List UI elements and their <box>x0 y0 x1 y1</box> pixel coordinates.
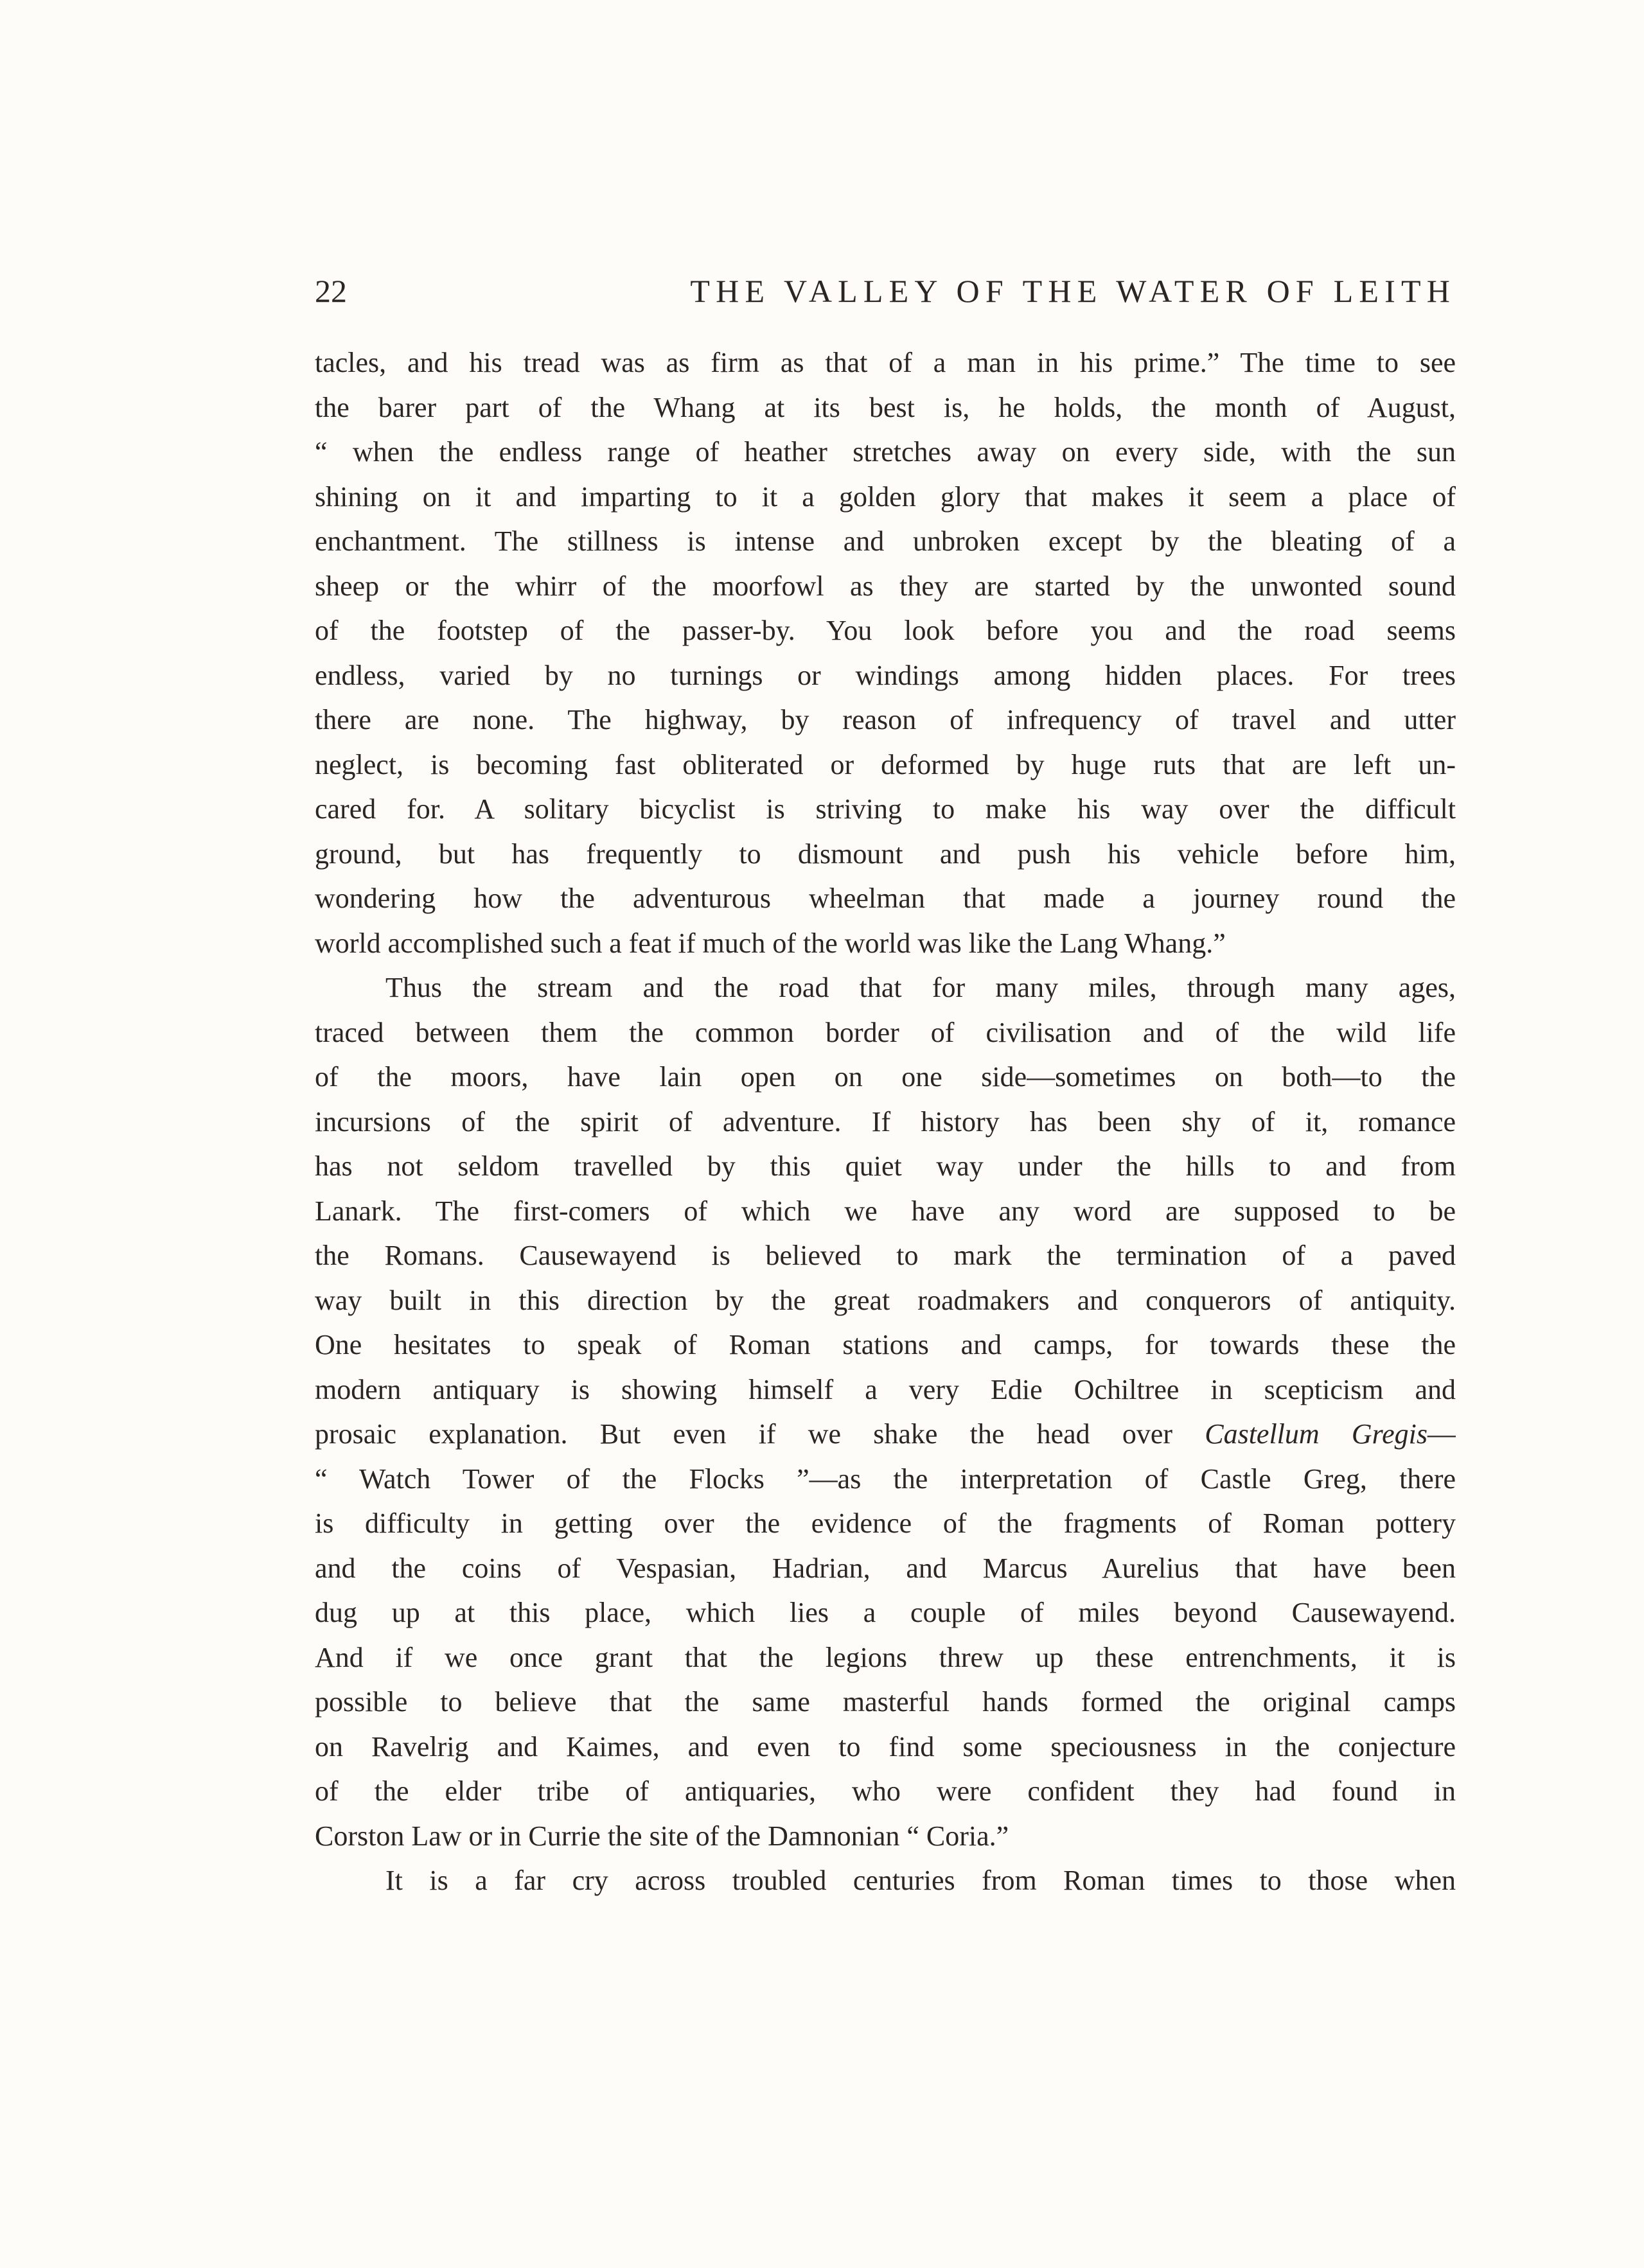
text-line: of the footstep of the passer-by. You look before you and the road seems <box>315 615 1456 646</box>
body-text <box>315 340 1456 1903</box>
text-line: ground, but has frequently to dismount and push his vehicle before him, <box>315 838 1456 870</box>
book-page <box>315 0 1456 2268</box>
text-line: incursions of the spirit of adventure. If history has been shy of it, romance <box>315 1105 1456 1138</box>
text-line: dug up at this place, which lies a couple of miles beyond Causewayend. <box>315 1597 1456 1628</box>
running-head <box>315 268 1456 313</box>
text-line: way built in this direction by the great roadmakers and conquerors of antiquity. <box>315 1284 1456 1316</box>
text-line: is difficulty in getting over the evidence of the fragments of Roman pottery <box>315 1508 1456 1539</box>
page-number: 22 <box>315 273 347 309</box>
text-line: enchantment. The stillness is intense and unbroken except by the bleating of a <box>315 525 1456 557</box>
text-line: there are none. The highway, by reason of infrequency of travel and utter <box>315 704 1456 735</box>
text-line: and the coins of Vespasian, Hadrian, and Marcus Aurelius that have been <box>315 1552 1456 1584</box>
text-line: modern antiquary is showing himself a very Edie Ochiltree in scepticism and <box>315 1373 1456 1405</box>
text-line: of the moors, have lain open on one side—sometimes on both—to the <box>315 1061 1456 1093</box>
text-line: tacles, and his tread was as firm as that of a man in his prime.” The time to see <box>315 347 1456 378</box>
running-title: THE VALLEY OF THE WATER OF LEITH <box>690 273 1456 309</box>
text-line: neglect, is becoming fast obliterated or deformed by huge ruts that are left un- <box>315 748 1456 780</box>
text-line: endless, varied by no turnings or windings among hidden places. For trees <box>315 659 1456 691</box>
paragraph-start-line: Thus the stream and the road that for many miles, through many ages, <box>385 972 1456 1003</box>
text-line: of the elder tribe of antiquaries, who were confident they had found in <box>315 1775 1456 1807</box>
text-line: Lanark. The first-comers of which we have any word are supposed to be <box>315 1195 1456 1227</box>
text-line: traced between them the common border of civilisation and of the wild life <box>315 1016 1456 1048</box>
text-line: “ Watch Tower of the Flocks ”—as the interpretation of Castle Greg, there <box>315 1463 1456 1495</box>
text-line: Corston Law or in Currie the site of the Damnonian “ Coria.” <box>315 1820 1009 1852</box>
em-dash: — <box>1427 1418 1456 1450</box>
paragraph-start-line: It is a far cry across troubled centuries from Roman times to those when <box>385 1865 1456 1896</box>
text-line: sheep or the whirr of the moorfowl as they are started by the unwonted sound <box>315 570 1456 602</box>
text-line: possible to believe that the same masterful hands formed the original camps <box>315 1686 1456 1718</box>
text-line: world accomplished such a feat if much of the world was like the Lang Whang.” <box>315 927 1226 959</box>
text-line: the Romans. Causewayend is believed to mark the termination of a paved <box>315 1240 1456 1271</box>
text-line: on Ravelrig and Kaimes, and even to find some speciousness in the conjecture <box>315 1730 1456 1763</box>
text-line-with-italic <box>315 1412 1456 1457</box>
text-line: And if we once grant that the legions threw up these entrenchments, it is <box>315 1641 1456 1673</box>
italic-phrase: Castellum Gregis <box>1205 1418 1428 1450</box>
text-line: shining on it and imparting to it a golden glory that makes it seem a place of <box>315 480 1456 513</box>
text-line: One hesitates to speak of Roman stations and camps, for towards these the <box>315 1329 1456 1360</box>
text-line: wondering how the adventurous wheelman that made a journey round the <box>315 883 1456 914</box>
text-line: has not seldom travelled by this quiet way under the hills to and from <box>315 1150 1456 1182</box>
text-segment: prosaic explanation. But even if we shake the head over <box>315 1418 1173 1450</box>
text-line: cared for. A solitary bicyclist is striving to make his way over the difficult <box>315 793 1456 825</box>
text-line: “ when the endless range of heather stretches away on every side, with the sun <box>315 436 1456 468</box>
text-line: the barer part of the Whang at its best is, he holds, the month of August, <box>315 391 1456 423</box>
